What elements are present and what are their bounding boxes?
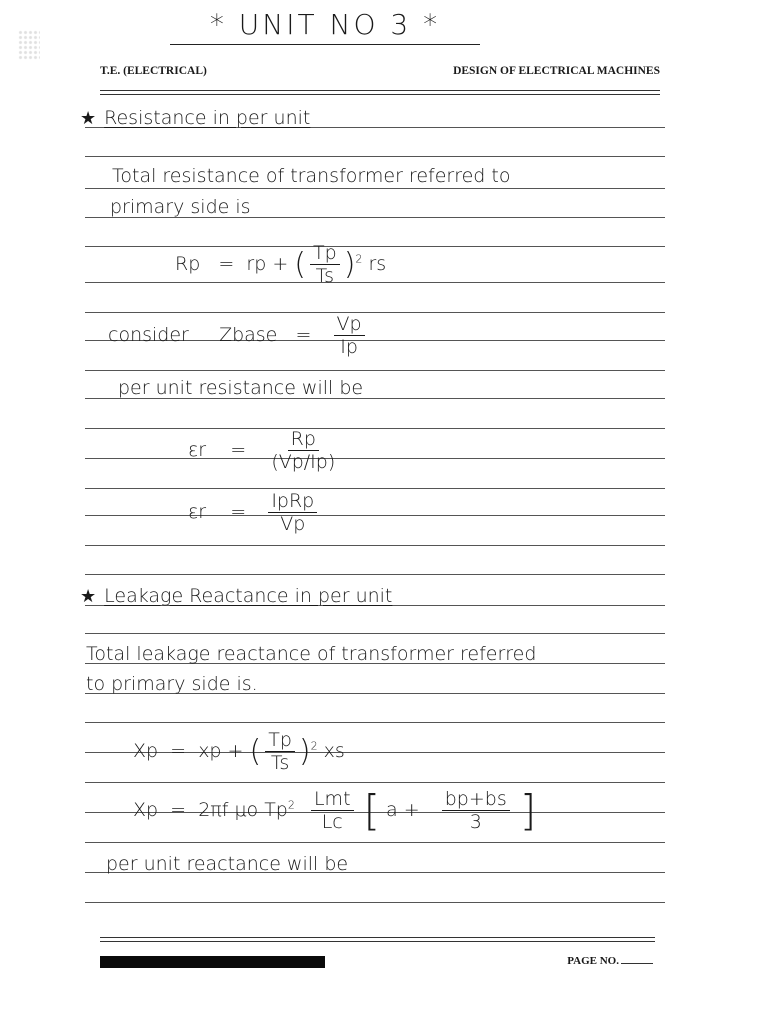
ruled-line xyxy=(85,515,665,516)
text-line: per unit resistance will be xyxy=(118,377,364,399)
header-rule xyxy=(100,90,660,91)
ruled-line xyxy=(85,902,665,903)
ruled-line xyxy=(85,156,665,157)
text-line: Total resistance of transformer referred to xyxy=(112,165,511,187)
text-line: per unit reactance will be xyxy=(106,853,349,875)
header-right: DESIGN OF ELECTRICAL MACHINES xyxy=(453,65,660,77)
footer-rule xyxy=(100,937,655,938)
equation-rp: Rp = rp + ( $\frac{Tp}{Ts}$ )$^2$ rs xyxy=(175,242,387,287)
page-number-label: PAGE NO. xyxy=(567,955,653,967)
star-icon: ★ xyxy=(80,108,97,129)
ruled-line xyxy=(85,722,665,723)
ruled-line xyxy=(85,458,665,459)
section-heading-resistance: ★ Resistance in per unit xyxy=(80,107,311,129)
equation-xp-2: Xp = 2πf μo Tp$^2$ $\frac{\text{Lmt}}{Lc}$ [ a + $\frac{bp+bs}{3}$ ] xyxy=(133,786,537,835)
ruled-line xyxy=(85,188,665,189)
page-number-blank xyxy=(621,963,653,964)
header-left: T.E. (ELECTRICAL) xyxy=(100,65,207,77)
equation-xp-1: Xp = xp + ( $\frac{Tp}{Ts}$ )$^2$ xs xyxy=(133,729,345,774)
header-rule xyxy=(100,94,660,95)
footer-rule xyxy=(100,941,655,942)
title-underline xyxy=(170,44,480,45)
equation-zbase: consider Zbase = $\frac{Vp}{Ip}$ xyxy=(108,313,369,358)
redacted-block xyxy=(100,956,325,968)
ruled-line xyxy=(85,842,665,843)
ruled-line xyxy=(85,574,665,575)
unit-title: * UNIT NO 3 * xyxy=(209,8,441,41)
equation-er-2: εr = $\frac{\text{IpRp}}{Vp}$ xyxy=(188,490,321,535)
ruled-line xyxy=(85,428,665,429)
star-icon: ★ xyxy=(80,586,97,607)
scan-speck xyxy=(18,30,40,60)
ruled-line xyxy=(85,545,665,546)
ruled-line xyxy=(85,488,665,489)
ruled-line xyxy=(85,633,665,634)
text-line: primary side is xyxy=(110,196,251,218)
ruled-line xyxy=(85,782,665,783)
section-heading-leakage-reactance: ★ Leakage Reactance in per unit xyxy=(80,585,393,607)
equation-er-1: εr = $\frac{Rp}{(Vp/Ip)}$ xyxy=(188,428,336,473)
text-line: Total leakage reactance of transformer referred xyxy=(86,643,537,665)
ruled-line xyxy=(85,370,665,371)
text-line: to primary side is. xyxy=(86,673,258,695)
